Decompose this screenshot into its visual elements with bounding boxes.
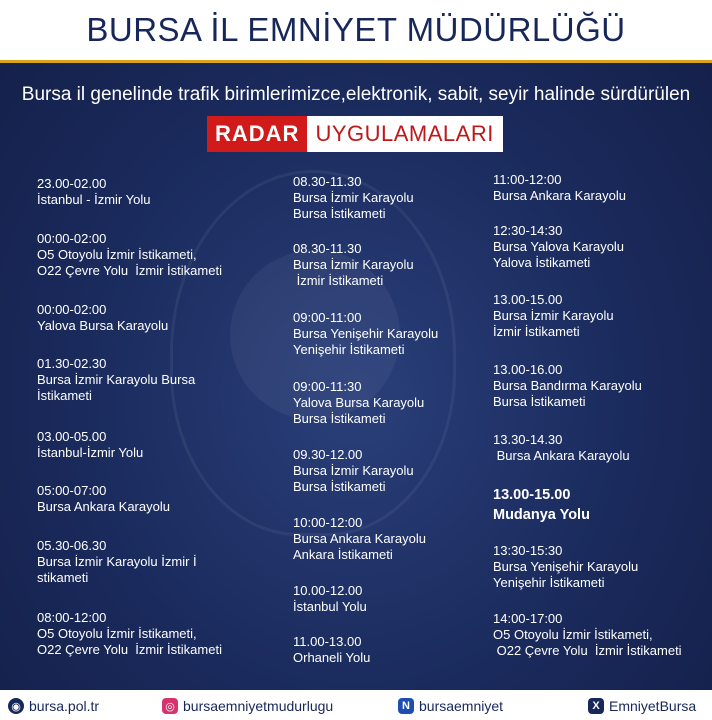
schedule-entry: [493, 223, 624, 271]
footer-x[interactable]: [588, 698, 696, 714]
schedule-location: İzmir İstikameti: [293, 273, 384, 288]
schedule-location: Bursa İstikameti: [493, 394, 586, 409]
schedule-location: Bursa İzmir Karayolu İzmir İ: [37, 554, 197, 569]
schedule-location: Bursa İstikameti: [293, 411, 386, 426]
schedule-location: İstanbul - İzmir Yolu: [37, 192, 151, 207]
schedule-location: Yalova Bursa Karayolu: [37, 318, 169, 333]
schedule-time: 08.30-11.30: [293, 241, 362, 256]
schedule-time: 08.30-11.30: [293, 174, 362, 189]
schedule-location: Bursa Ankara Karayolu: [493, 188, 626, 203]
schedule-time: 11.00-13.00: [293, 634, 362, 649]
schedule-time: 09.30-12.00: [293, 447, 363, 462]
schedule-time: 01.30-02.30: [37, 356, 107, 371]
schedule-entry: [37, 176, 150, 208]
schedule-entry: [493, 485, 590, 525]
schedule-time: 12:30-14:30: [493, 223, 563, 238]
schedule-entry: [493, 172, 626, 204]
footer-x-text: EmniyetBursa: [609, 698, 697, 714]
schedule-entry: [37, 302, 168, 334]
schedule-time: 09:00-11:00: [293, 310, 362, 325]
schedule-entry: [37, 231, 222, 279]
radar-highlight: RADAR: [207, 116, 307, 152]
schedule-time: 13:30-15:30: [493, 543, 563, 558]
schedule-time: 05:00-07:00: [37, 483, 107, 498]
footer-instagram-text: bursaemniyetmudurlugu: [183, 698, 334, 714]
schedule-location: Bursa Bandırma Karayolu: [493, 378, 642, 393]
schedule-time: 11:00-12:00: [493, 172, 562, 187]
schedule-location: Bursa İstikameti: [293, 479, 386, 494]
schedule-location: O22 Çevre Yolu İzmir İstikameti: [37, 263, 222, 278]
schedule-location: Bursa Yalova Karayolu: [493, 239, 625, 254]
footer-instagram[interactable]: [162, 698, 333, 714]
radar-heading: [207, 116, 503, 152]
footer-bar: [0, 690, 712, 720]
schedule-location: Yenişehir İstikameti: [293, 342, 405, 357]
schedule-time: 09:00-11:30: [293, 379, 362, 394]
schedule-location: Yalova İstikameti: [493, 255, 591, 270]
footer-website-text: bursa.pol.tr: [29, 698, 100, 714]
schedule-entry: [493, 543, 638, 591]
schedule-location: İstikameti: [37, 388, 92, 403]
schedule-location: O22 Çevre Yolu İzmir İstikameti: [493, 643, 682, 658]
header-banner: [0, 0, 712, 63]
x-icon: X: [588, 698, 604, 714]
nsosyal-icon: N: [398, 698, 414, 714]
schedule-time: 13.00-16.00: [493, 362, 563, 377]
schedule-location: Bursa Yenişehir Karayolu: [293, 326, 439, 341]
subtitle: Bursa il genelinde trafik birimlerimizce,elektronik, sabit, seyir halinde sürdürülen: [21, 84, 691, 105]
schedule-entry: [493, 292, 614, 340]
footer-nsosyal-text: bursaemniyet: [419, 698, 504, 714]
schedule-location: Bursa Ankara Karayolu: [493, 448, 630, 463]
schedule-location: Bursa İzmir Karayolu: [293, 463, 414, 478]
schedule-entry: [493, 362, 642, 410]
schedule-location: Ankara İstikameti: [293, 547, 393, 562]
schedule-location: Bursa İzmir Karayolu: [293, 257, 414, 272]
schedule-time: 05.30-06.30: [37, 538, 107, 553]
schedule-location: İzmir İstikameti: [493, 324, 580, 339]
schedule-location: Bursa İzmir Karayolu: [293, 190, 414, 205]
radar-rest-text: UYGULAMALARI: [315, 121, 494, 146]
schedule-entry: [37, 610, 222, 658]
schedule-location: Bursa İstikameti: [293, 206, 386, 221]
schedule-location: Bursa İzmir Karayolu Bursa: [37, 372, 196, 387]
schedule-entry: [493, 611, 682, 659]
schedule-entry: [293, 310, 438, 358]
schedule-time: 03.00-05.00: [37, 429, 107, 444]
schedule-location: O5 Otoyolu İzmir İstikameti,: [37, 626, 197, 641]
schedule-location: Mudanya Yolu: [493, 507, 590, 523]
schedule-location: İstanbul-İzmir Yolu: [37, 445, 144, 460]
schedule-time: 10.00-12.00: [293, 583, 363, 598]
footer-website[interactable]: [8, 698, 99, 714]
page-title: BURSA İL EMNİYET MÜDÜRLÜĞÜ: [86, 11, 626, 48]
schedule-location: Bursa Ankara Karayolu: [293, 531, 426, 546]
schedule-entry: [293, 583, 367, 615]
schedule-time: 13.00-15.00: [493, 487, 571, 503]
schedule-location: O5 Otoyolu İzmir İstikameti,: [37, 247, 197, 262]
schedule-entry: [293, 634, 370, 666]
schedule-time: 10:00-12:00: [293, 515, 363, 530]
schedule-entry: [37, 483, 170, 515]
schedule-location: Bursa Yenişehir Karayolu: [493, 559, 639, 574]
schedule-location: Yalova Bursa Karayolu: [293, 395, 425, 410]
schedule-time: 00:00-02:00: [37, 302, 107, 317]
schedule-time: 23.00-02.00: [37, 176, 107, 191]
schedule-time: 08:00-12:00: [37, 610, 107, 625]
schedule-entry: [293, 241, 414, 289]
globe-icon: ◉: [8, 698, 24, 714]
schedule-entry: [293, 379, 424, 427]
schedule-location: O5 Otoyolu İzmir İstikameti,: [493, 627, 653, 642]
schedule-time: 14:00-17:00: [493, 611, 563, 626]
schedule-entry: [37, 538, 197, 586]
schedule-location: Yenişehir İstikameti: [493, 575, 605, 590]
schedule-entry: [293, 174, 414, 222]
schedule-location: O22 Çevre Yolu İzmir İstikameti: [37, 642, 222, 657]
footer-nsosyal[interactable]: [398, 698, 503, 714]
schedule-entry: [37, 429, 143, 461]
schedule-entry: [293, 515, 426, 563]
schedule-entry: [37, 356, 195, 404]
schedule-location: İstanbul Yolu: [293, 599, 367, 614]
schedule-location: stikameti: [37, 570, 89, 585]
schedule-location: Bursa İzmir Karayolu: [493, 308, 614, 323]
schedule-location: Bursa Ankara Karayolu: [37, 499, 170, 514]
schedule-time: 00:00-02:00: [37, 231, 107, 246]
instagram-icon: ◎: [162, 698, 178, 714]
schedule-location: Orhaneli Yolu: [293, 650, 371, 665]
schedule-time: 13.00-15.00: [493, 292, 563, 307]
schedule-time: 13.30-14.30: [493, 432, 563, 447]
schedule-entry: [293, 447, 414, 495]
schedule-entry: [493, 432, 630, 464]
